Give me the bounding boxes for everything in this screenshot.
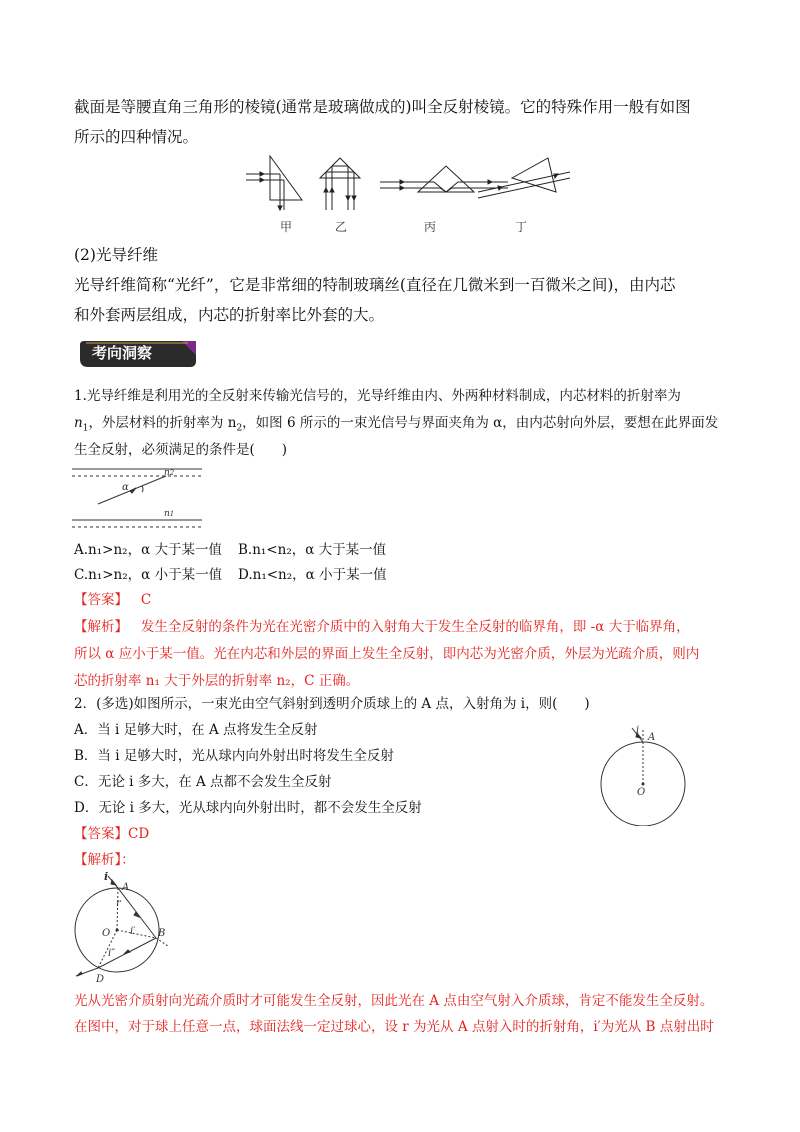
q1-option-b[interactable]: B.n₁<n₂，α 大于某一值 xyxy=(238,542,387,558)
q2-analysis-2: 在图中，对于球上任意一点，球面法线一定过球心，设 r 为光从 A 点射入时的折射角，i′为光从 B 点射出时 xyxy=(74,1019,714,1035)
fiber-heading: (2)光导纤维 xyxy=(74,246,158,264)
section-badge-text: 考向洞察 xyxy=(92,344,153,362)
q2-option-d[interactable]: D．无论 i 多大，光从球内向外射出时，都不会发生全反射 xyxy=(74,800,422,816)
q2-analysis-tag: 【解析】： xyxy=(74,852,135,868)
prism-label-yi: 乙 xyxy=(335,220,348,234)
prism-label-jia: 甲 xyxy=(280,220,293,234)
q1-answer: 【答案】 C xyxy=(74,592,152,608)
prism-bing xyxy=(380,166,508,192)
fig-label-n1: n1 xyxy=(164,509,175,519)
q1-option-c[interactable]: C.n₁>n₂，α 小于某一值 xyxy=(74,567,223,583)
prism-label-bing: 丙 xyxy=(424,220,437,234)
q2-answer: 【答案】CD xyxy=(74,826,150,842)
prism-yi xyxy=(320,158,360,210)
sphere-refraction-figure xyxy=(72,872,182,984)
q1-line-3: 生全反射，必须满足的条件是( ) xyxy=(74,442,288,458)
q2-option-c[interactable]: C．无论 i 多大，在 A 点都不会发生全反射 xyxy=(74,774,332,790)
fiber-figure xyxy=(72,464,212,532)
fig2-label-a: A xyxy=(122,882,130,893)
q1-analysis-1: 【解析】 发生全反射的条件为光在光密介质中的入射角大于发生全反射的临界角，即 -α 大于临界角， xyxy=(74,619,690,635)
prism-label-ding: 丁 xyxy=(515,220,528,234)
fig2-label-i-prime: i′ xyxy=(130,926,136,937)
q1-analysis-2: 所以 α 应小于某一值。光在内芯和外层的界面上发生全反射，即内芯为光密介质，外层为光疏介质，则内 xyxy=(74,646,700,662)
fiber-line-2: 和外套两层组成，内芯的折射率比外套的大。 xyxy=(74,306,385,324)
fig-label-alpha: α xyxy=(122,482,129,493)
q2-stem: 2．(多选)如图所示，一束光由空气斜射到透明介质球上的 A 点，入射角为 i，则( ) xyxy=(74,696,590,712)
q1-line-2: $n_1$，外层材料的折射率为 $n_2$，如图 6 所示的一束光信号与界面夹角为 α，由内芯射向外层，要想在此界面发 xyxy=(74,415,719,434)
fig2-label-i: i xyxy=(104,872,109,883)
prism-jia xyxy=(246,156,302,210)
prism-ding xyxy=(478,158,570,198)
fig2-label-d: D xyxy=(96,974,105,984)
q1-analysis-3: 芯的折射率 n₁ 大于外层的折射率 n₂，C 正确。 xyxy=(74,673,360,689)
total-reflection-prism-figures xyxy=(240,152,570,214)
q1-line-1: 1.光导纤维是利用光的全反射来传输光信号的，光导纤维由内、外两种材料制成，内芯材料的折射率为 xyxy=(74,388,681,404)
fig2-label-r: r xyxy=(116,898,121,909)
q2-option-b[interactable]: B．当 i 足够大时，光从球内向外射出时将发生全反射 xyxy=(74,748,394,764)
q1-option-a[interactable]: A.n₁>n₂，α 大于某一值 xyxy=(74,542,222,558)
q2-analysis-1: 光从光密介质射向光疏介质时才可能发生全反射，因此光在 A 点由空气射入介质球，肯定不能发生全反射。 xyxy=(74,993,714,1009)
sphere-figure xyxy=(596,722,696,826)
intro-line-2: 所示的四种情况。 xyxy=(74,128,199,146)
fig2-label-o: O xyxy=(102,928,111,939)
intro-line-1: 截面是等腰直角三角形的棱镜(通常是玻璃做成的)叫全反射棱镜。它的特殊作用一般有如图 xyxy=(74,98,691,116)
fig-label-n2: n2 xyxy=(164,468,175,478)
q2-option-a[interactable]: A．当 i 足够大时，在 A 点将发生全反射 xyxy=(74,722,318,738)
sphere-label-a: A xyxy=(648,732,656,743)
q1-option-d[interactable]: D.n₁<n₂，α 小于某一值 xyxy=(238,567,387,583)
section-badge xyxy=(78,337,198,369)
fig2-label-b: B xyxy=(158,928,166,939)
sphere-label-o: O xyxy=(637,787,646,798)
fig2-label-i-double-prime: i″ xyxy=(108,948,115,959)
fiber-line-1: 光导纤维简称“光纤”，它是非常细的特制玻璃丝(直径在几微米到一百微米之间)，由内芯 xyxy=(74,276,676,294)
sphere-label-i: i xyxy=(636,725,640,736)
